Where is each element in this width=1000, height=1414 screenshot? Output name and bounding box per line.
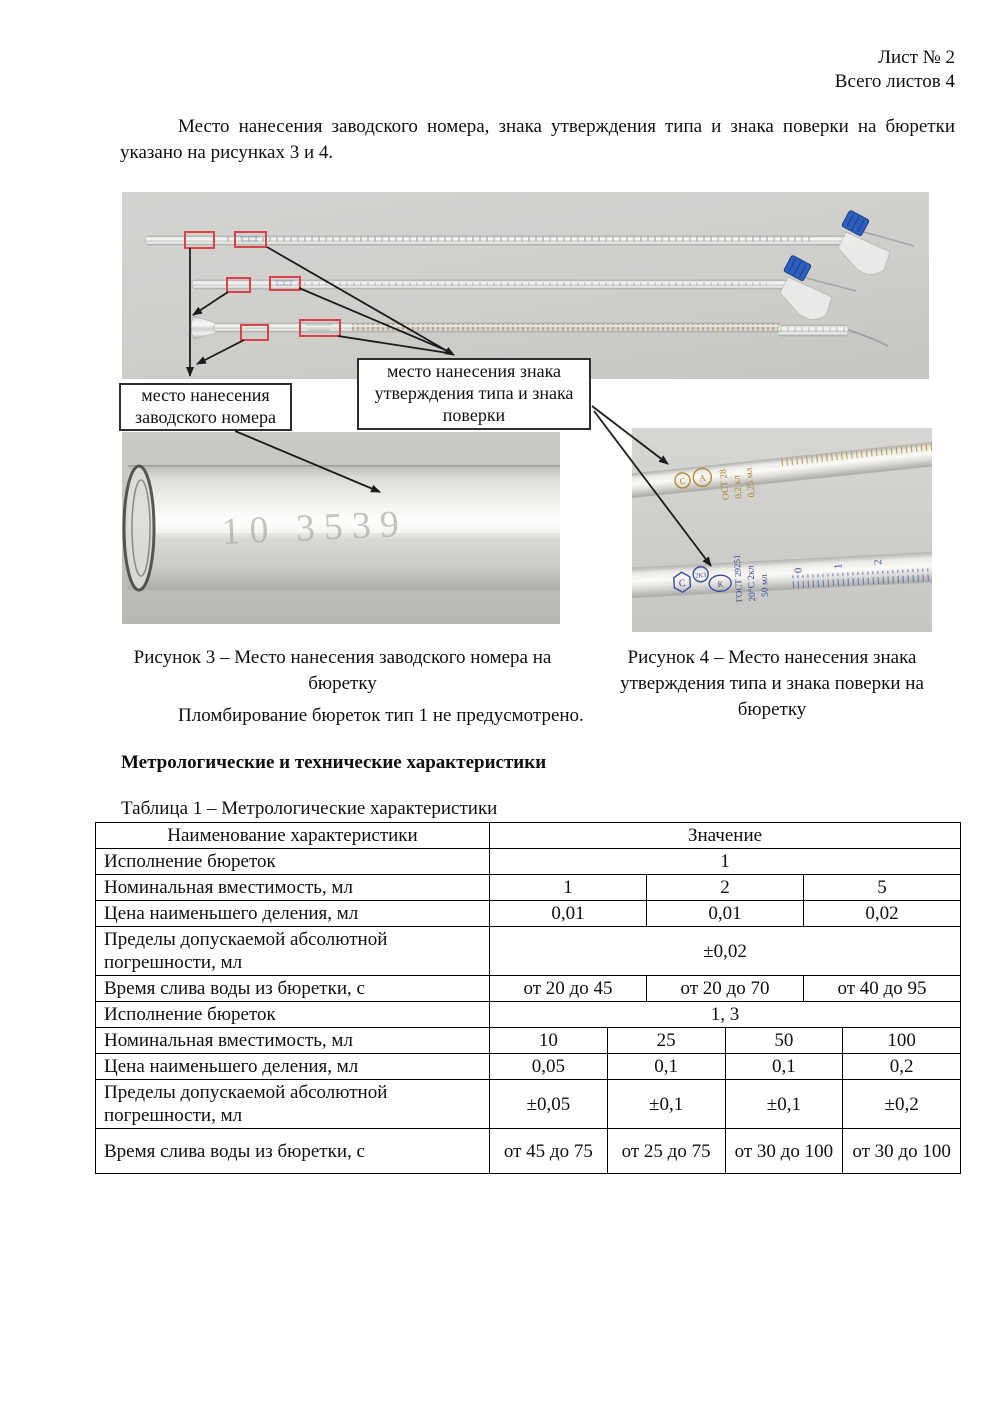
row-value: 25 (608, 1028, 726, 1054)
etched-serial-number: 10 3539 (220, 502, 409, 553)
blue-logo-oval: К (717, 579, 724, 589)
row-label: Время слива воды из бюретки, с (96, 976, 490, 1002)
amber-marking-ost: ОСТ 28 (718, 468, 732, 501)
burette-2 (192, 255, 856, 320)
row-value: 0,05 (490, 1054, 608, 1080)
row-value: 1 (490, 849, 961, 875)
row-value: ±0,1 (608, 1080, 726, 1129)
table-row (96, 1054, 961, 1080)
row-value: 50 (726, 1028, 844, 1054)
table-header-name: Наименование характеристики (96, 823, 490, 849)
amber-marking-class: 0,2 кл (732, 474, 745, 500)
blue-logo-circle: 2КЗ (695, 571, 707, 580)
row-value: 100 (843, 1028, 961, 1054)
blue-marking-gost: ГОСТ 29251 (731, 554, 745, 603)
metrology-table (95, 822, 961, 1174)
figure3-photo (122, 432, 560, 624)
amber-logo-2: А (698, 472, 707, 484)
table-row (96, 849, 961, 875)
table-row (96, 1080, 961, 1129)
row-value: 0,01 (490, 901, 647, 927)
row-value: 1, 3 (490, 1002, 961, 1028)
callout-serial-number (119, 383, 292, 431)
blue-marking-temp: 20°С 2кл (746, 565, 759, 602)
row-value: 0,1 (608, 1054, 726, 1080)
serial-closeup (122, 432, 560, 624)
row-value: 0,01 (647, 901, 804, 927)
burette-3 (191, 316, 888, 346)
row-value: 0,02 (804, 901, 961, 927)
figure3-caption: Рисунок 3 – Место нанесения заводского номера на бюретку (133, 647, 552, 694)
table-row (96, 976, 961, 1002)
row-label: Цена наименьшего деления, мл (96, 1054, 490, 1080)
row-value: от 30 до 100 (843, 1129, 961, 1174)
table-row (96, 1028, 961, 1054)
figure-montage (0, 190, 1000, 638)
row-label: Цена наименьшего деления, мл (96, 901, 490, 927)
row-label: Пределы допускаемой абсолютной погрешности, мл (96, 1080, 490, 1129)
blue-logo-hex: С (678, 578, 686, 590)
table-header-row (96, 823, 961, 849)
row-value: 10 (490, 1028, 608, 1054)
table-row (96, 901, 961, 927)
row-value: ±0,1 (726, 1080, 844, 1129)
row-value: ±0,02 (490, 927, 961, 976)
scale-digit-2: 2 (872, 559, 885, 566)
row-value: 2 (647, 875, 804, 901)
intro-paragraph: Место нанесения заводского номера, знака утверждения типа и знака поверки на бюретки указано на рисунках 3 и 4. (120, 116, 955, 163)
figure4-photo (632, 428, 932, 632)
row-value: ±0,05 (490, 1080, 608, 1129)
burettes-photo (122, 192, 929, 379)
amber-logo-c: С (679, 475, 687, 487)
row-value: от 45 до 75 (490, 1129, 608, 1174)
sheet-number: Лист № 2 (878, 47, 955, 68)
figure4-caption: Рисунок 4 – Место нанесения знака утверждения типа и знака поверки на бюретку (620, 647, 924, 720)
row-label: Исполнение бюреток (96, 849, 490, 875)
row-label: Номинальная вместимость, мл (96, 1028, 490, 1054)
amber-marking-div: 0,25 мл (744, 467, 758, 498)
row-value: 1 (490, 875, 647, 901)
row-value: 5 (804, 875, 961, 901)
table-row (96, 875, 961, 901)
row-value: от 20 до 45 (490, 976, 647, 1002)
sheet-header (835, 46, 955, 94)
table-row (96, 1002, 961, 1028)
callout-serial-label: место нанесения заводского номера (134, 385, 277, 427)
row-label: Исполнение бюреток (96, 1002, 490, 1028)
burettes-illustration (122, 192, 929, 379)
row-label: Пределы допускаемой абсолютной погрешности, мл (96, 927, 490, 976)
sealing-note: Пломбирование бюреток тип 1 не предусмотрено. (178, 705, 584, 726)
blue-marking-volume: 50 мл (759, 573, 771, 598)
row-value: 0,2 (843, 1054, 961, 1080)
row-value: ±0,2 (843, 1080, 961, 1129)
scale-digit-1: 1 (832, 563, 845, 570)
row-value: от 40 до 95 (804, 976, 961, 1002)
section-heading: Метрологические и технические характеристики (121, 752, 547, 773)
row-label: Номинальная вместимость, мл (96, 875, 490, 901)
callout-mark-label: место нанесения знака утверждения типа и знака поверки (374, 361, 574, 425)
row-value: 0,1 (726, 1054, 844, 1080)
table-title: Таблица 1 – Метрологические характеристики (121, 798, 498, 819)
table-row (96, 1129, 961, 1174)
table-row (96, 927, 961, 976)
sheet-total: Всего листов 4 (834, 71, 955, 92)
row-value: от 25 до 75 (608, 1129, 726, 1174)
table-header-value: Значение (490, 823, 961, 849)
scale-digit-0: 0 (792, 567, 805, 574)
row-label: Время слива воды из бюретки, с (96, 1129, 490, 1174)
row-value: от 30 до 100 (726, 1129, 844, 1174)
marks-closeup (632, 428, 932, 632)
callout-type-mark (357, 358, 591, 430)
row-value: от 20 до 70 (647, 976, 804, 1002)
